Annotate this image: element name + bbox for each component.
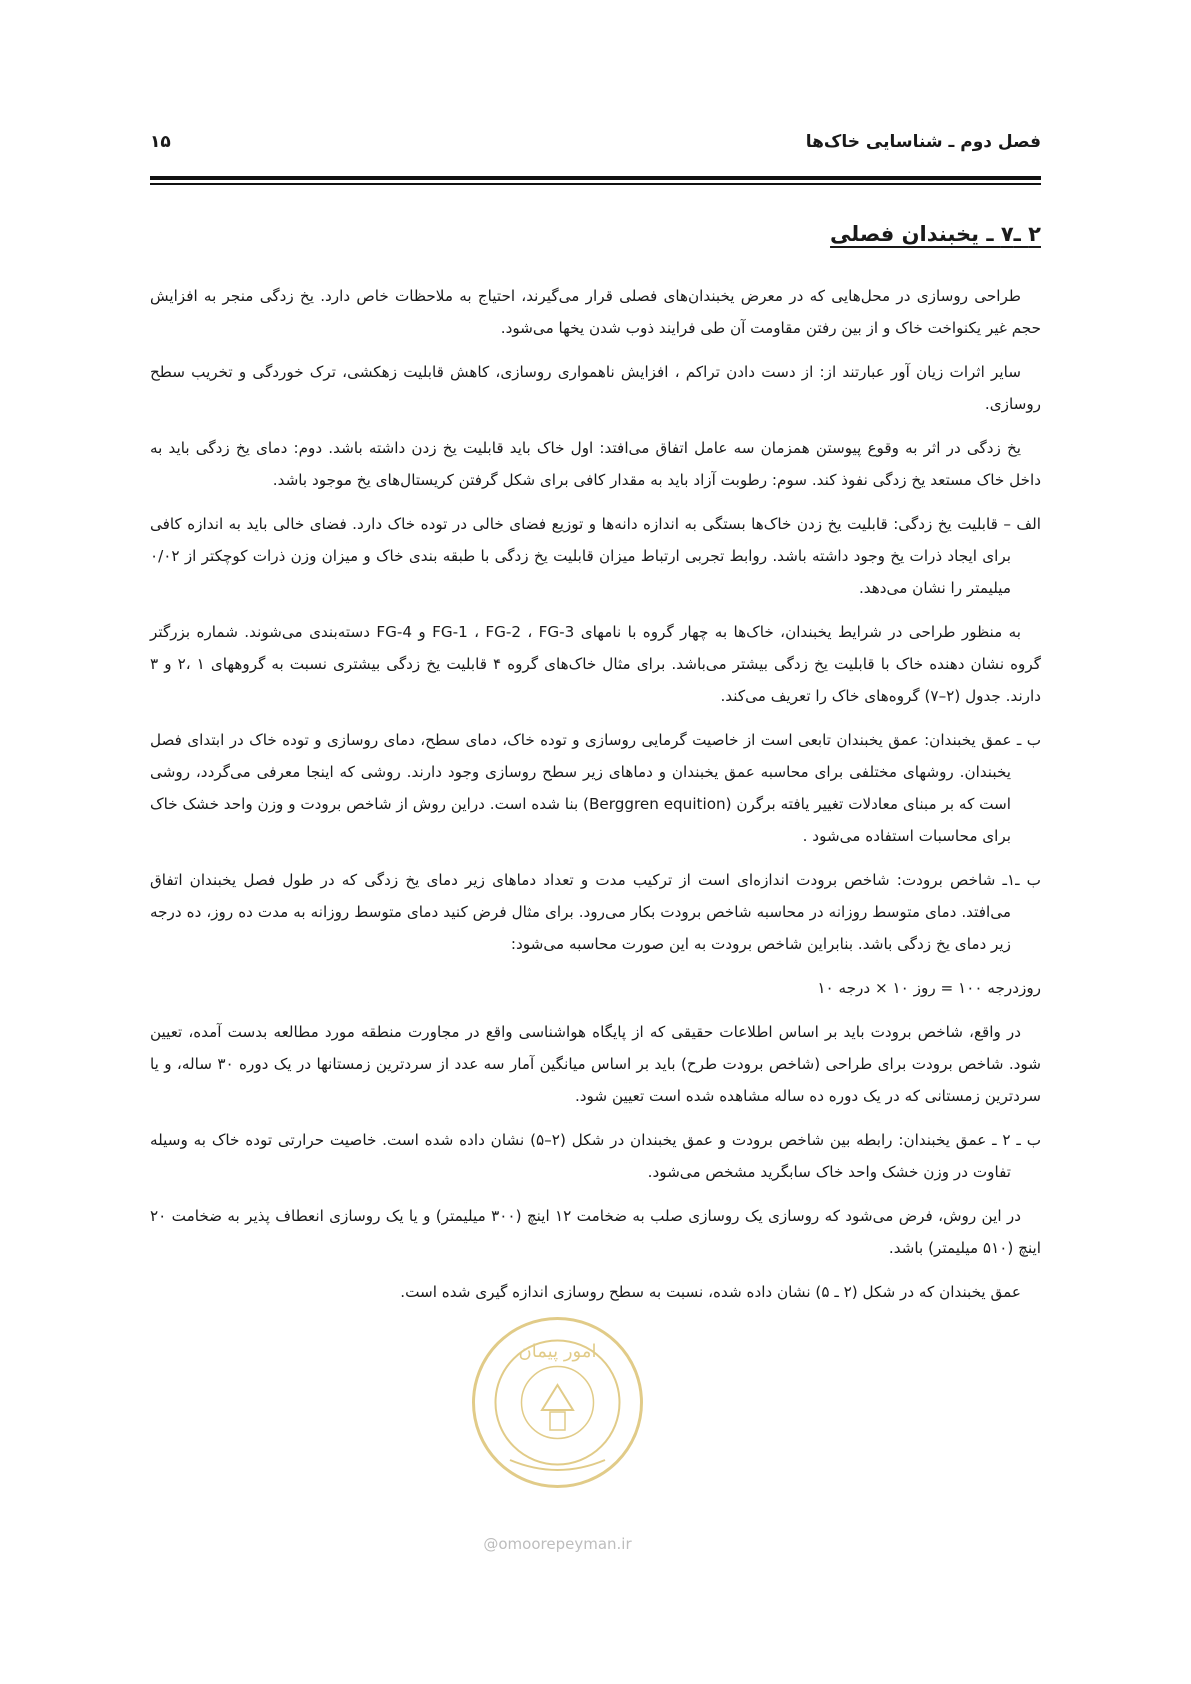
paragraph-pavement-assumption: در این روش، فرض می‌شود که روسازی یک روسازی صلب به ضخامت ۱۲ اینچ (۳۰۰ میلیمتر) و یا یک روسازی انعطاف پذیر به ضخامت ۲۰ اینچ (۵۱۰ میلیمتر) باشد.	[150, 1207, 1041, 1257]
paragraph-frost-depth: ب ـ عمق یخبندان: عمق یخبندان تابعی است از خاصیت گرمایی روسازی و توده خاک، دمای سطح، دمای روسازی و توده خاک در ابتدای فصل یخبندان. روشهای مختلفی برای محاسبه عمق یخبندان و دماهای زیر سطح روسازی وجود دارند. روشی که اینجا معرفی می‌گردد، روشی است که بر مبنای معادلات تغییر یافته برگرن (Berggren equition) بنا شده است. دراین روش از شاخص برودت و وزن واحد خشک خاک برای محاسبات استفاده می‌شود .	[150, 731, 1041, 845]
header-rule-thin	[150, 183, 1041, 185]
header-rule-thick	[150, 176, 1041, 180]
paragraph-intro: طراحی روسازی در محل‌هایی که در معرض یخبندان‌های فصلی قرار می‌گیرند، احتیاج به ملاحظات خاص دارد. یخ زدگی منجر به افزایش حجم غیر یکنواخت خاک و از بین رفتن مقاومت آن طی فرایند ذوب شدن یخها می‌شود.	[150, 287, 1041, 337]
watermark-url-text: omoorepeyman.ir	[498, 1535, 632, 1553]
freezing-index-formula: روزدرجه ۱۰۰ = روز ۱۰ × درجه ۱۰	[817, 979, 1041, 997]
paragraph-depth-measurement: عمق یخبندان که در شکل (۲ ـ ۵) نشان داده شده، نسبت به سطح روسازی اندازه گیری شده است.	[400, 1283, 1021, 1301]
section-heading: ۲ ـ۷ ـ یخبندان فصلی	[830, 222, 1041, 246]
paragraph-effects: سایر اثرات زیان آور عبارتند از: از دست دادن تراکم ، افزایش ناهمواری روسازی، کاهش قابلیت زهکشی، ترک خوردگی و تخریب سطح روسازی.	[150, 363, 1041, 413]
page-number: ۱۵	[150, 132, 171, 152]
paragraph-freezing-index: ب ـ۱ـ شاخص برودت: شاخص برودت اندازه‌ای است از ترکیب مدت و تعداد دماهای زیر دمای یخ زدگی که در طول فصل یخبندان اتفاق می‌افتد. دمای متوسط روزانه در محاسبه شاخص برودت بکار می‌رود. برای مثال فرض کنید دمای متوسط روزانه به مدت ده روز، ده درجه زیر دمای یخ زدگی باشد. بنابراین شاخص برودت به این صورت محاسبه می‌شود:	[150, 871, 1041, 953]
paragraph-frost-susceptibility: الف – قابلیت یخ زدگی: قابلیت یخ زدن خاک‌ها بستگی به اندازه دانه‌ها و توزیع فضای خالی در توده خاک دارد. فضای خالی باید به اندازه کافی برای ایجاد ذرات یخ وجود داشته باشد. روابط تجربی ارتباط میزان قابلیت یخ زدگی با طبقه بندی خاک و میزان وزن ذرات کوچکتر از ۰/۰۲ میلیمتر را نشان می‌دهد.	[150, 515, 1041, 597]
svg-text:امور پیمان: امور پیمان	[518, 1341, 597, 1362]
paragraph-depth-relation: ب ـ ۲ ـ عمق یخبندان: رابطه بین شاخص برودت و عمق یخبندان در شکل (۲–۵) نشان داده شده است. خاصیت حرارتی توده خاک به وسیله تفاوت در وزن خشک واحد خاک سابگرید مشخص می‌شود.	[150, 1131, 1041, 1181]
paragraph-three-factors: یخ زدگی در اثر به وقوع پیوستن همزمان سه عامل اتفاق می‌افتد: اول خاک باید قابلیت یخ زدن داشته باشد. دوم: دمای یخ زدگی باید به داخل خاک مستعد یخ زدگی نفوذ کند. سوم: رطوبت آزاد باید به مقدار کافی برای شکل گرفتن کریستال‌های یخ موجود باشد.	[150, 439, 1041, 489]
watermark-seal-logo	[470, 1315, 645, 1490]
running-header	[150, 128, 1041, 156]
body-text	[150, 280, 1041, 1320]
paragraph-frost-groups: به منظور طراحی در شرایط یخبندان، خاک‌ها به چهار گروه با نامهای FG-1 ، FG-2 ، FG-3 و FG-4 دسته‌بندی می‌شوند. شماره بزرگتر گروه نشان دهنده خاک با قابلیت یخ زدگی بیشتر می‌باشد. برای مثال خاک‌های گروه ۴ قابلیت یخ زدگی بیشتری نسبت به گروههای ۱ ،۲ و ۳ دارند. جدول (۲–۷) گروه‌های خاک را تعریف می‌کند.	[150, 623, 1041, 705]
at-sign-icon: @	[483, 1535, 499, 1553]
chapter-title: فصل دوم ـ شناسایی خاک‌ها	[805, 132, 1041, 152]
watermark-url	[470, 1535, 645, 1553]
paragraph-design-freezing-index: در واقع، شاخص برودت باید بر اساس اطلاعات حقیقی که از پایگاه هواشناسی واقع در مجاورت منطقه مورد مطالعه بدست آمده، تعیین شود. شاخص برودت برای طراحی (شاخص برودت طرح) باید بر اساس میانگین آمار سه عدد از سردترین زمستانها در یک دوره ۳۰ ساله، و یا سردترین زمستانی که در یک دوره ده ساله مشاهده شده است تعیین شود.	[150, 1023, 1041, 1105]
